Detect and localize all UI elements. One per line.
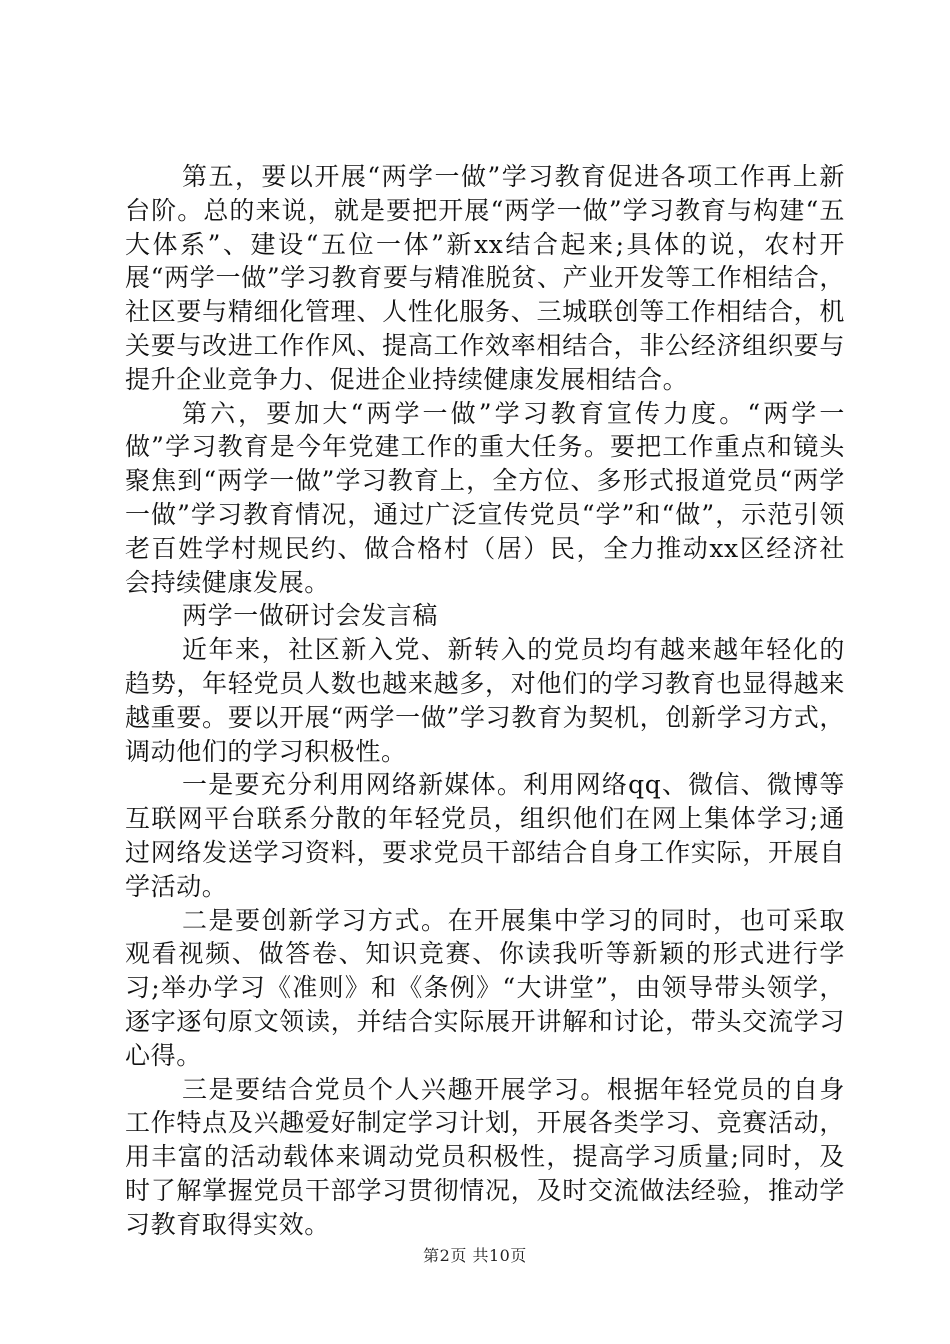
paragraph-point-one: 一是要充分利用网络新媒体。利用网络qq、微信、微博等互联网平台联系分散的年轻党员，组织他们在网上集体学习;通过网络发送学习资料，要求党员干部结合自身工作实际，开展自学活动。 <box>125 770 845 901</box>
paragraph-intro: 近年来，社区新入党、新转入的党员均有越来越年轻化的趋势，年轻党员人数也越来越多，对他们的学习教育也显得越来越重要。要以开展“两学一做”学习教育为契机，创新学习方式，调动他们的学习积极性。 <box>125 635 845 766</box>
document-body <box>125 160 845 1242</box>
paragraph-sixth-point: 第六，要加大“两学一做”学习教育宣传力度。“两学一做”学习教育是今年党建工作的重大任务。要把工作重点和镜头聚焦到“两学一做”学习教育上，全方位、多形式报道党员“两学一做”学习教育情况，通过广泛宣传党员“学”和“做”，示范引领老百姓学村规民约、做合格村（居）民，全力推动xx区经济社会持续健康发展。 <box>125 398 845 597</box>
paragraph-point-three: 三是要结合党员个人兴趣开展学习。根据年轻党员的自身工作特点及兴趣爱好制定学习计划，开展各类学习、竞赛活动，用丰富的活动载体来调动党员积极性，提高学习质量;同时，及时了解掌握党员干部学习贯彻情况，及时交流做法经验，推动学习教育取得实效。 <box>125 1074 845 1239</box>
paragraph-fifth-point: 第五，要以开展“两学一做”学习教育促进各项工作再上新台阶。总的来说，就是要把开展“两学一做”学习教育与构建“五大体系”、建设“五位一体”新xx结合起来;具体的说，农村开展“两学一做”学习教育要与精准脱贫、产业开发等工作相结合，社区要与精细化管理、人性化服务、三城联创等工作相结合，机关要与改进工作作风、提高工作效率相结合，非公经济组织要与提升企业竞争力、促进企业持续健康发展相结合。 <box>125 162 845 394</box>
section-title: 两学一做研讨会发言稿 <box>182 601 439 631</box>
paragraph-point-two: 二是要创新学习方式。在开展集中学习的同时，也可采取观看视频、做答卷、知识竞赛、你读我听等新颖的形式进行学习;举办学习《准则》和《条例》“大讲堂”，由领导带头领学，逐字逐句原文领读，并结合实际展开讲解和讨论，带头交流学习心得。 <box>125 905 845 1070</box>
page-footer: 第2页 共10页 <box>423 1246 527 1265</box>
